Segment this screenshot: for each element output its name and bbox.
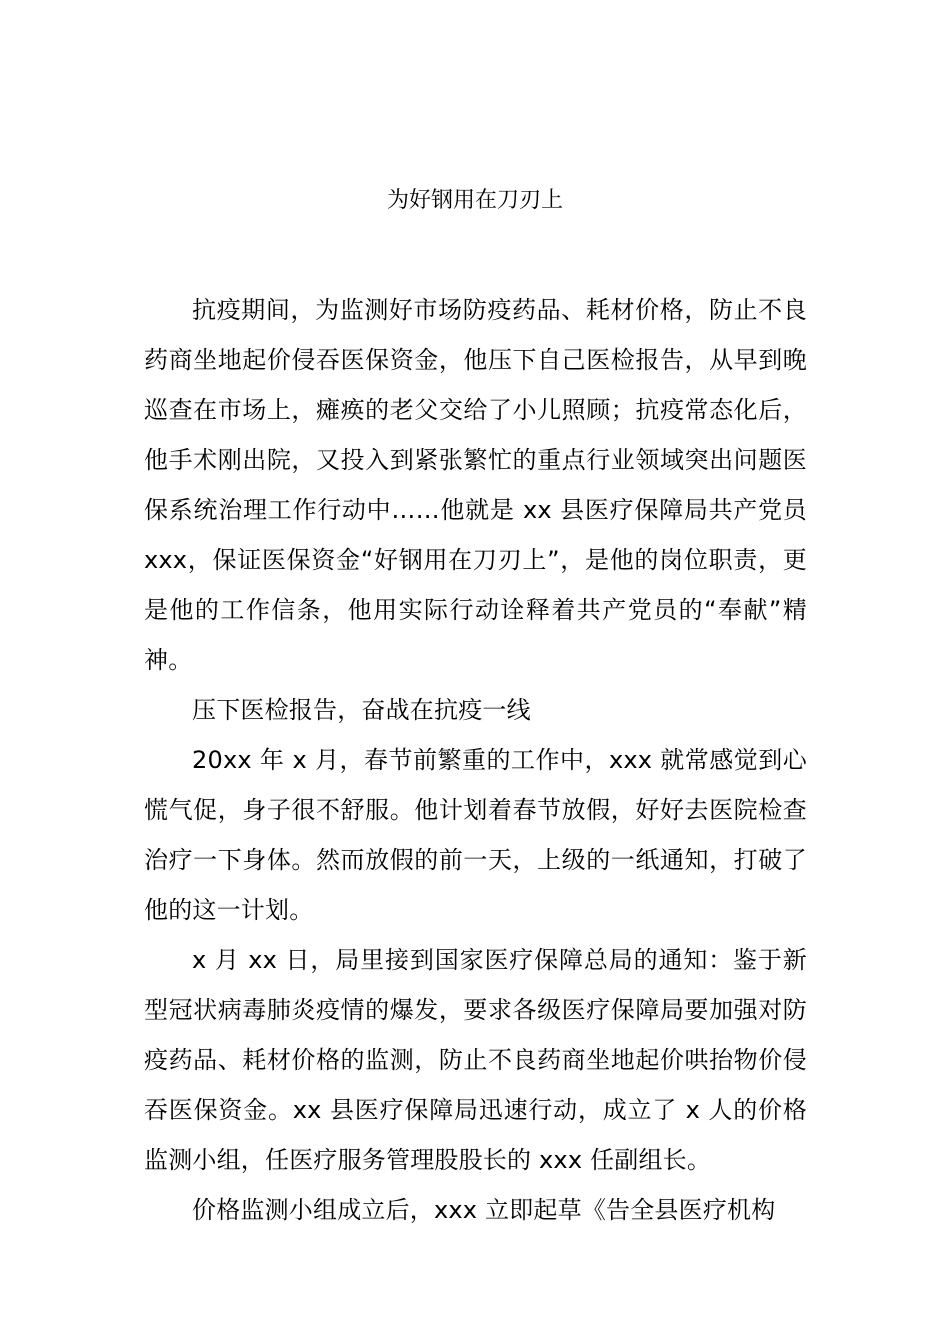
document-body <box>144 285 807 1235</box>
paragraph: 价格监测小组成立后，xxx 立即起草《告全县医疗机构 <box>192 1196 776 1224</box>
document-title: 为好钢用在刀刃上 <box>386 188 563 213</box>
section-heading: 压下医检报告，奋战在抗疫一线 <box>192 696 531 724</box>
paragraph-intro: 抗疫期间，为监测好市场防疫药品、耗材价格，防止不良药商坐地起价侵吞医保资金，他压下自己医检报告，从早到晚巡查在市场上，瘫痪的老父交给了小儿照顾；抗疫常态化后，他手术刚出院，又投入到紧张繁忙的重点行业领域突出问题医保系统治理工作行动中……他就是 xx 县医疗保障局共产党员 xxx，保证医保资金“好钢用在刀刃上”，是他的岗位职责，更是他的工作信条，他用实际行动诠释着共产党员的“奉献”精神。 <box>144 296 807 674</box>
paragraph: 20xx 年 x 月，春节前繁重的工作中，xxx 就常感觉到心慌气促，身子很不舒服。他计划着春节放假，好好去医院检查治疗一下身体。然而放假的前一天，上级的一纸通知，打破了他的这一计划。 <box>144 746 807 924</box>
paragraph: x 月 xx 日，局里接到国家医疗保障总局的通知：鉴于新型冠状病毒肺炎疫情的爆发，要求各级医疗保障局要加强对防疫药品、耗材价格的监测，防止不良药商坐地起价哄抬物价侵吞医保资金。xx 县医疗保障局迅速行动，成立了 x 人的价格监测小组，任医疗服务管理股股长的 xxx 任副组长。 <box>144 946 807 1174</box>
